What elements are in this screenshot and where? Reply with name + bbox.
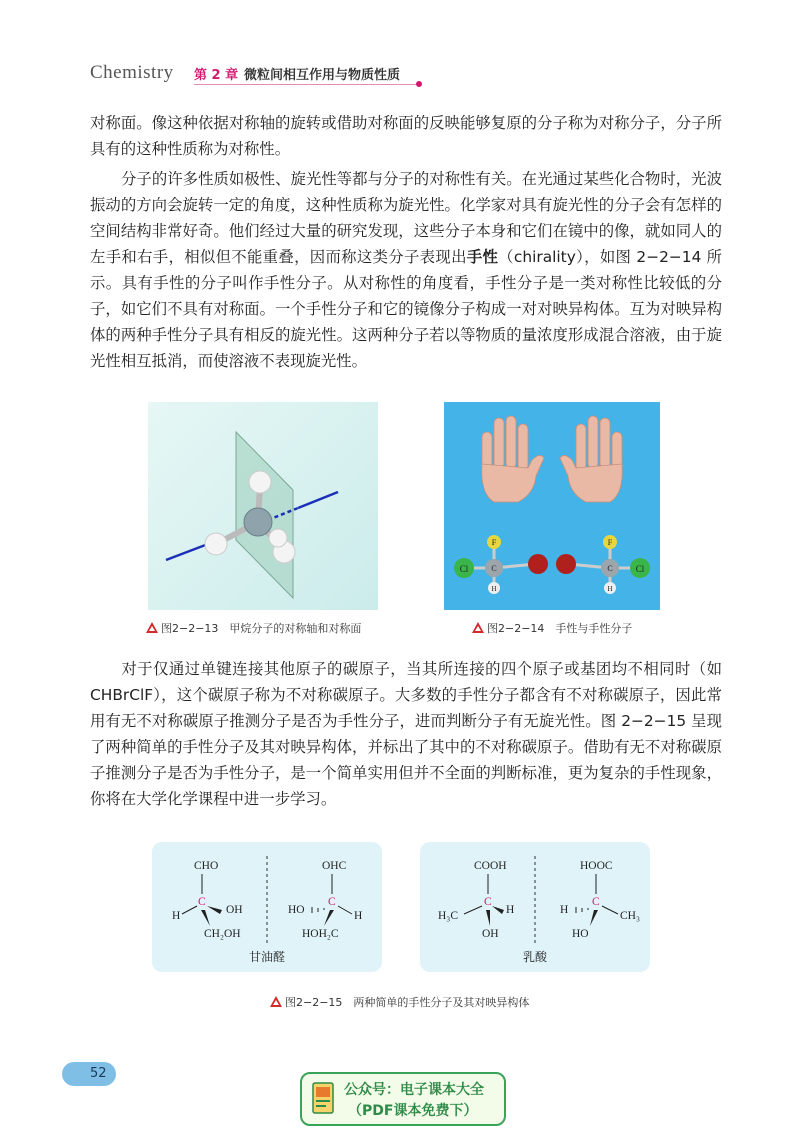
page-number: 52 — [90, 1066, 107, 1081]
lactic-acid-label: 乳酸 — [523, 950, 548, 964]
structure-box-glyceraldehyde — [152, 842, 382, 972]
methane-model-illustration — [148, 402, 378, 610]
lactic-right-top: HOOC — [580, 860, 613, 872]
glyc-right-left: HO — [288, 904, 305, 916]
figure-14-caption-text: 图2−2−14 手性与手性分子 — [487, 622, 633, 635]
paragraph-3 — [90, 656, 722, 812]
watermark-banner — [300, 1072, 506, 1126]
glyc-left-chiral-c: C — [198, 896, 206, 908]
caption-triangle-icon — [472, 622, 484, 633]
atom-label-f-right: F — [607, 538, 613, 547]
glyc-left-right: OH — [226, 904, 243, 916]
paragraph-3-text: 对于仅通过单键连接其他原子的碳原子，当其所连接的四个原子或基团均不相同时（如 CHBrClF），这个碳原子称为不对称碳原子。大多数的手性分子都含有不对称碳原子，因此常用有无不对称碳原子推测分子是否为手性分子，进而判断分子有无旋光性。图 2−2−15 呈现了两种简单的手性分子及其对映异构体，并标出了其中的不对称碳原子。借助有无不对称碳原子推测分子是否为手性分子，是一个简单实用但并不全面的判断标准，更为复杂的手性现象，你将在大学化学课程中进一步学习。 — [90, 660, 722, 808]
glyc-right-right: H — [354, 910, 363, 922]
book-icon — [312, 1082, 334, 1114]
glyc-left-top: CHO — [194, 860, 219, 872]
paragraph-2 — [90, 166, 722, 374]
chapter-title: 微粒间相互作用与物质性质 — [244, 68, 401, 83]
glyceraldehyde-label: 甘油醛 — [249, 950, 286, 964]
running-header — [90, 62, 420, 88]
atom-label-f-left: F — [491, 538, 497, 547]
lactic-left-top: COOH — [474, 860, 507, 872]
structure-box-lactic-acid — [420, 842, 650, 972]
atom-label-cl-left: Cl — [459, 564, 469, 574]
atom-label-h-left: H — [491, 585, 497, 593]
atom-label-c-left: C — [491, 564, 497, 573]
glyc-right-bottom: HOH₂C — [302, 928, 339, 940]
glyc-left-left: H — [172, 910, 181, 922]
lactic-right-right: CH₃ — [620, 910, 640, 922]
caption-triangle-icon — [146, 622, 158, 633]
glyc-right-chiral-c: C — [328, 896, 336, 908]
header-rule — [194, 84, 420, 85]
atom-label-h-right: H — [607, 585, 613, 593]
figure-15-caption — [270, 994, 529, 1010]
figure-13-caption — [146, 620, 361, 636]
hashed-wedge — [576, 907, 588, 913]
lactic-left-left: H₃C — [438, 910, 458, 922]
caption-triangle-icon — [270, 996, 282, 1007]
lactic-right-bottom: HO — [572, 928, 589, 940]
watermark-line-2: （PDF课本免费下） — [348, 1103, 478, 1119]
lactic-left-bottom: OH — [482, 928, 499, 940]
lactic-left-right: H — [506, 904, 515, 916]
header-dot-icon — [416, 81, 422, 87]
figure-methane-symmetry — [148, 402, 378, 610]
atom-label-cl-right: Cl — [635, 564, 645, 574]
hands-molecules-illustration — [444, 402, 660, 610]
lactic-right-left: H — [560, 904, 569, 916]
figure-15-caption-text: 图2−2−15 两种简单的手性分子及其对映异构体 — [285, 996, 530, 1009]
watermark-line-1: 公众号：电子课本大全 — [344, 1082, 484, 1098]
term-chirality: 手性 — [466, 248, 499, 266]
hashed-wedge — [312, 907, 324, 913]
chapter-number: 第 2 章 — [194, 68, 239, 83]
left-hand-icon — [482, 416, 544, 502]
figure-13-caption-text: 图2−2−13 甲烷分子的对称轴和对称面 — [161, 622, 362, 635]
figure-14-caption — [472, 620, 632, 636]
paragraph-2-text-b: （chirality），如图 2−2−14 所示。具有手性的分子叫作手性分子。从对称性的角度看，手性分子是一类对称性比较低的分子，如它们不具有对称面。一个手性分子和它的镜像分子构成一对对映异构体。互为对映异构体的两种手性分子具有相反的旋光性。这两种分子若以等物质的量浓度形成混合溶液，由于旋光性相互抵消，而使溶液不表现旋光性。 — [90, 248, 722, 370]
lactic-left-chiral-c: C — [484, 896, 492, 908]
figure-chirality-hands — [444, 402, 660, 610]
paragraph-1: 对称面。像这种依据对称轴的旋转或借助对称面的反映能够复原的分子称为对称分子，分子所具有的这种性质称为对称性。 — [90, 114, 722, 158]
glyc-left-bottom: CH₂OH — [204, 928, 241, 940]
right-hand-icon — [560, 416, 622, 502]
brand-title: Chemistry — [90, 62, 174, 83]
lactic-right-chiral-c: C — [592, 896, 600, 908]
atom-label-c-right: C — [607, 564, 613, 573]
paragraph-2-text-a: 分子的许多性质如极性、旋光性等都与分子的对称性有关。在光通过某些化合物时，光波振动的方向会旋转一定的角度，这种性质称为旋光性。化学家对具有旋光性的分子会有怎样的空间结构非常好奇。他们经过大量的研究发现，这些分子本身和它们在镜中的像，就如同人的左手和右手，相似但不能重叠，因而称这类分子表现出 — [90, 170, 722, 266]
page-number-badge — [62, 1062, 116, 1086]
glyc-right-top: OHC — [322, 860, 347, 872]
